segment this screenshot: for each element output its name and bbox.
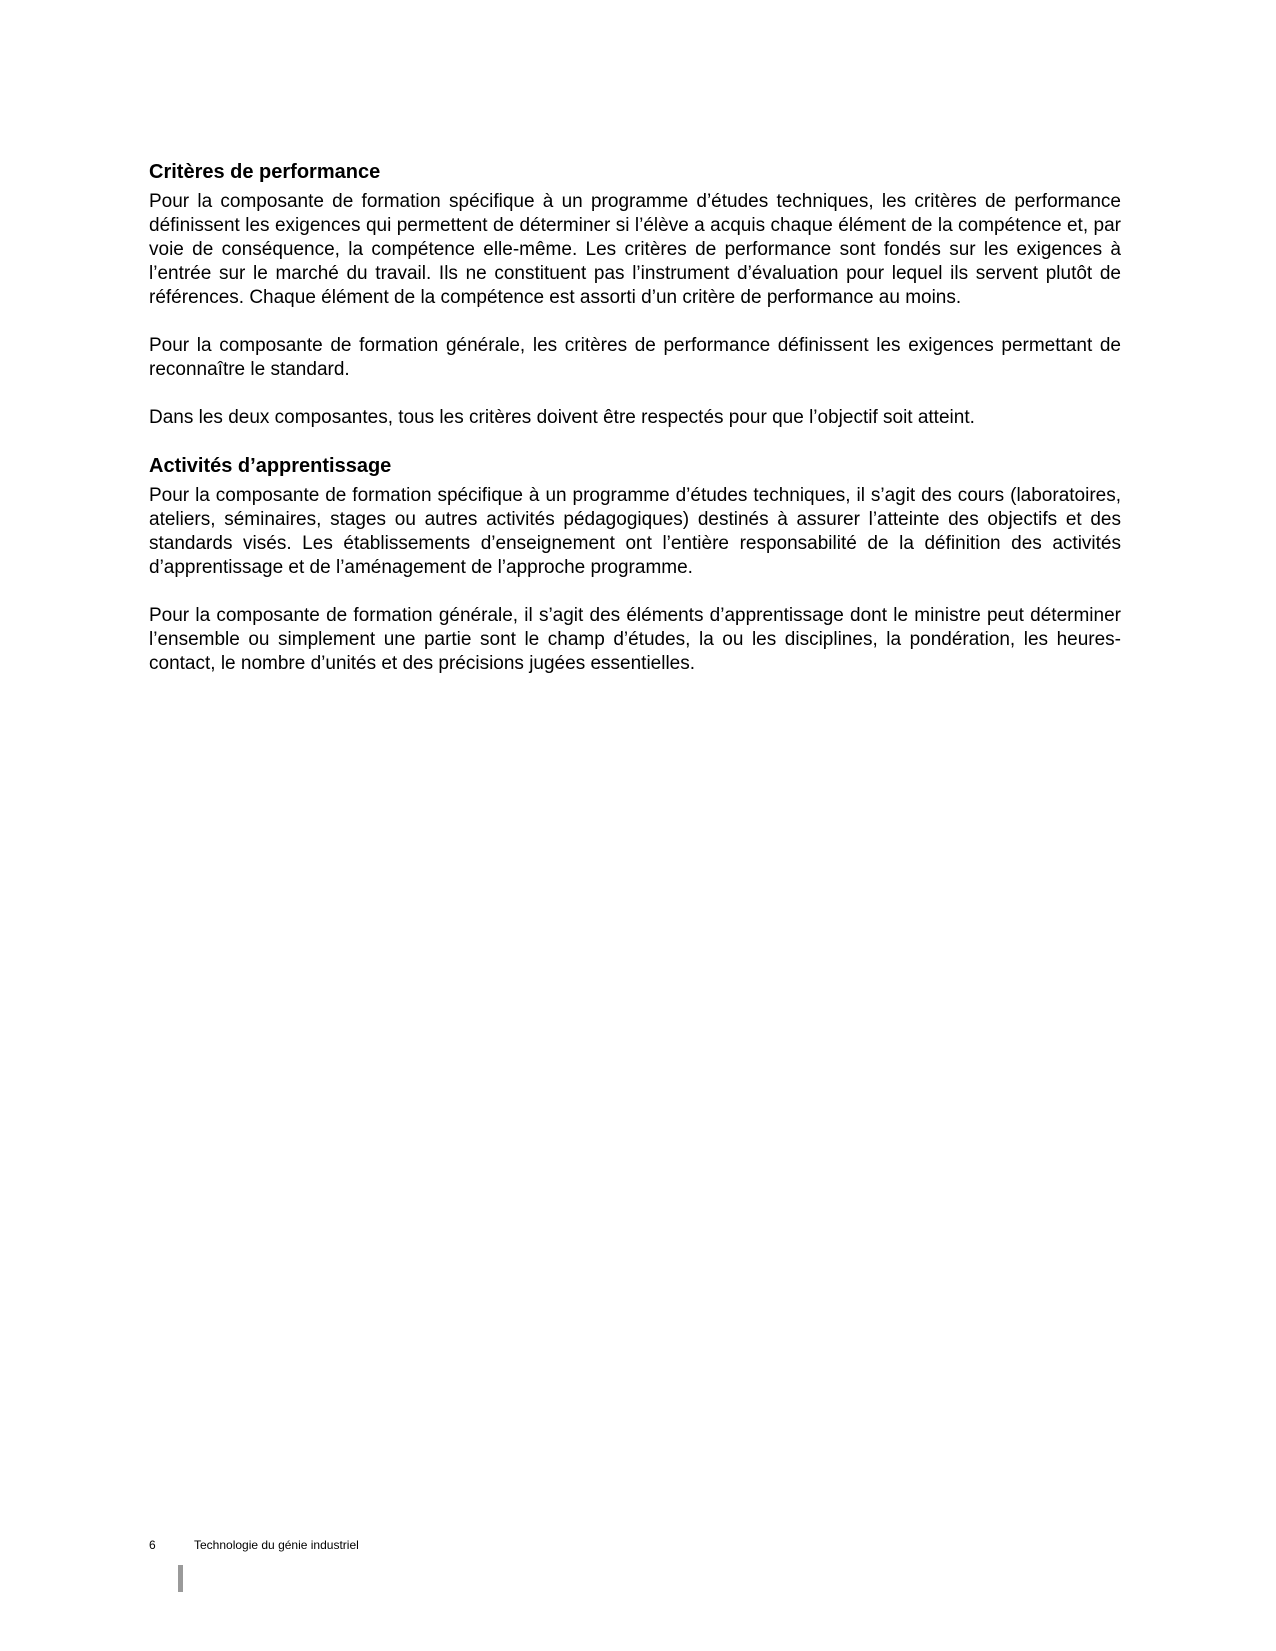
- page-footer: [149, 1538, 359, 1552]
- section-heading: Activités d’apprentissage: [149, 455, 392, 477]
- paragraph: Pour la composante de formation générale, il s’agit des éléments d’apprentissage dont le ministre peut déterminer l’ensemble ou simplement une partie sont le champ d’études, la ou les disciplines, la pondération, les heures-contact, le nombre d’unités et des précisions jugées essentielles.: [149, 605, 1121, 674]
- paragraph: Pour la composante de formation spécifique à un programme d’études techniques, il s’agit des cours (laboratoires, ateliers, séminaires, stages ou autres activités pédagogiques) destinés à assurer l’atteinte des objectifs et des standards visés. Les établissements d’enseignement ont l’entière responsabilité de la définition des activités d’apprentissage et de l’aménagement de l’approche programme.: [149, 485, 1121, 578]
- footer-accent-bar: [178, 1565, 183, 1592]
- paragraph: Pour la composante de formation spécifique à un programme d’études techniques, les critères de performance définissent les exigences qui permettent de déterminer si l’élève a acquis chaque élément de la compétence et, par voie de conséquence, la compétence elle-même. Les critères de performance sont fondés sur les exigences à l’entrée sur le marché du travail. Ils ne constituent pas l’instrument d’évaluation pour lequel ils servent plutôt de références. Chaque élément de la compétence est assorti d’un critère de performance au moins.: [149, 191, 1121, 308]
- document-title: Technologie du génie industriel: [194, 1538, 359, 1552]
- page-content: [149, 160, 1121, 700]
- section-heading: Critères de performance: [149, 161, 381, 183]
- section-criteres-de-performance: [149, 160, 1121, 430]
- page-number: 6: [149, 1538, 156, 1552]
- paragraph: Dans les deux composantes, tous les critères doivent être respectés pour que l’objectif soit atteint.: [149, 407, 975, 428]
- section-activites-d-apprentissage: [149, 454, 1121, 676]
- paragraph: Pour la composante de formation générale, les critères de performance définissent les exigences permettant de reconnaître le standard.: [149, 335, 1121, 380]
